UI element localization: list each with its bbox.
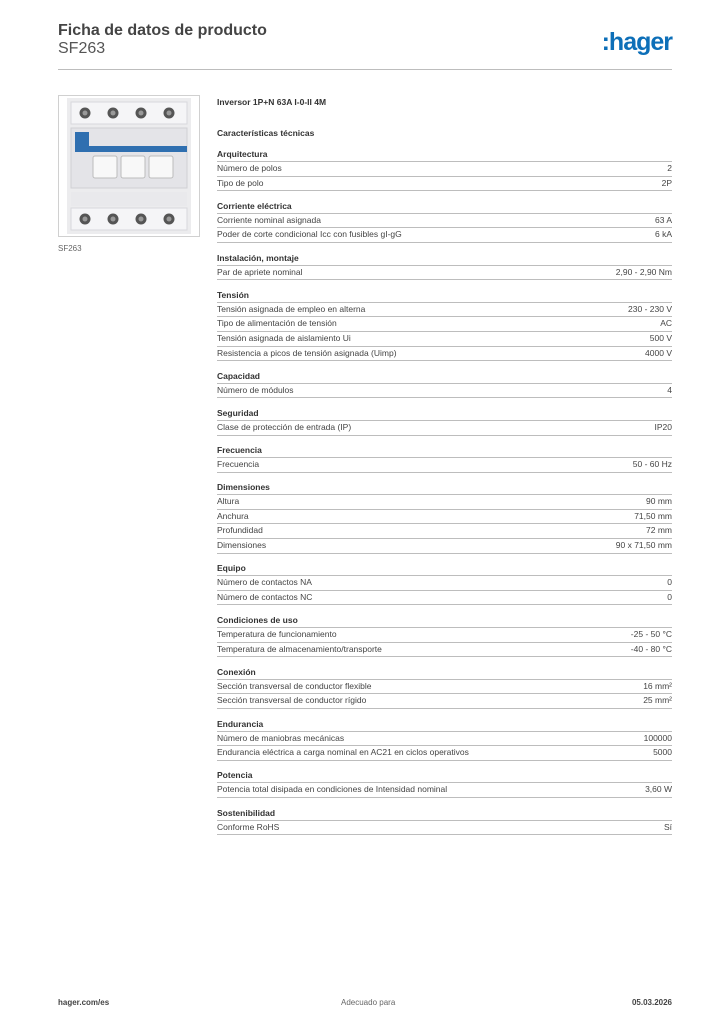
spec-label: Tipo de polo [217, 177, 264, 188]
section-title: Conexión [217, 666, 256, 677]
spec-value: Sí [663, 821, 672, 832]
spec-label: Endurancia eléctrica a carga nominal en AC21 en ciclos operativos [217, 747, 469, 758]
spec-row [217, 302, 672, 317]
spec-row [217, 590, 672, 605]
spec-label: Tipo de alimentación de tensión [217, 318, 337, 329]
spec-value: IP20 [654, 421, 672, 432]
section-rows [217, 420, 672, 436]
spec-row [217, 642, 672, 657]
spec-value: 6 kA [654, 229, 672, 240]
switch-device-illustration [59, 96, 199, 236]
section-rows [217, 302, 672, 361]
spec-label: Temperatura de funcionamiento [217, 629, 337, 640]
spec-section [217, 473, 672, 554]
product-image-caption: SF263 [58, 244, 82, 253]
section-title: Capacidad [217, 370, 260, 381]
spec-row [217, 227, 672, 242]
spec-value: 63 A [654, 214, 672, 225]
spec-label: Clase de protección de entrada (IP) [217, 421, 352, 432]
spec-section [217, 243, 672, 280]
spec-section [217, 605, 672, 657]
spec-row [217, 420, 672, 435]
spec-value: 2 [667, 163, 672, 173]
spec-label: Potencia total disipada en condiciones de Intensidad nominal [217, 784, 448, 795]
spec-section [217, 798, 672, 835]
footer-date: 05.03.2026 [631, 998, 672, 1007]
hager-logo: :hager [601, 28, 672, 56]
spec-row [217, 346, 672, 361]
spec-label: Temperatura de almacenamiento/transporte [217, 643, 382, 654]
spec-row [217, 679, 672, 694]
spec-section [217, 554, 672, 606]
spec-value: 5000 [653, 747, 672, 758]
spec-label: Par de apriete nominal [217, 266, 303, 277]
section-rows [217, 731, 672, 761]
section-title: Frecuencia [217, 445, 262, 456]
spec-label: Número de contactos NA [217, 577, 312, 588]
spec-section [217, 761, 672, 798]
page-header [58, 22, 672, 70]
section-rows [217, 161, 672, 191]
section-rows [217, 265, 672, 281]
spec-section [217, 709, 672, 761]
spec-section [217, 361, 672, 398]
spec-value: 500 V [649, 332, 672, 343]
spec-label: Sección transversal de conductor flexible [217, 680, 372, 691]
spec-value: 3,60 W [645, 784, 672, 795]
spec-row [217, 213, 672, 228]
spec-row [217, 575, 672, 590]
section-rows [217, 457, 672, 473]
spec-row [217, 494, 672, 509]
spec-row [217, 745, 672, 760]
spec-label: Número de polos [217, 163, 282, 173]
spec-row [217, 782, 672, 797]
spec-value: 16 mm² [643, 680, 672, 691]
spec-label: Conforme RoHS [217, 821, 280, 832]
spec-label: Dimensiones [217, 540, 267, 551]
spec-row [217, 161, 672, 176]
spec-value: 0 [667, 591, 672, 602]
spec-label: Altura [217, 496, 240, 507]
spec-row [217, 627, 672, 642]
spec-value: 72 mm [646, 525, 672, 536]
spec-value: -40 - 80 °C [630, 643, 672, 654]
spec-row [217, 731, 672, 746]
spec-label: Poder de corte condicional Icc con fusibles gI-gG [217, 229, 402, 240]
spec-label: Tensión asignada de aislamiento Ui [217, 332, 351, 343]
spec-row [217, 538, 672, 553]
section-title: Sostenibilidad [217, 807, 276, 818]
spec-section [217, 398, 672, 435]
spec-section [217, 436, 672, 473]
section-title: Corriente eléctrica [217, 200, 292, 211]
section-title: Seguridad [217, 407, 259, 418]
spec-value: 4 [667, 384, 672, 395]
section-rows [217, 820, 672, 836]
spec-row [217, 383, 672, 398]
spec-label: Profundidad [217, 525, 263, 536]
spec-value: 71,50 mm [634, 510, 672, 521]
section-title: Equipo [217, 563, 246, 574]
spec-row [217, 316, 672, 331]
spec-section [217, 657, 672, 709]
spec-row [217, 509, 672, 524]
spec-value: 25 mm² [643, 695, 672, 706]
section-title: Dimensiones [217, 482, 270, 493]
document-subtitle: SF263 [58, 40, 106, 57]
spec-row [217, 523, 672, 538]
section-title: Potencia [217, 770, 253, 781]
spec-section [217, 191, 672, 243]
spec-section [217, 280, 672, 361]
document-title: Ficha de datos de producto [58, 22, 267, 39]
spec-value: 2P [661, 177, 672, 188]
spec-label: Resistencia a picos de tensión asignada (Uimp) [217, 347, 397, 358]
footer-website: hager.com/es [58, 998, 110, 1007]
section-rows [217, 213, 672, 243]
spec-label: Anchura [217, 510, 249, 521]
section-rows [217, 575, 672, 605]
spec-label: Número de módulos [217, 384, 294, 395]
spec-label: Número de maniobras mecánicas [217, 732, 345, 743]
spec-label: Tensión asignada de empleo en alterna [217, 303, 366, 314]
spec-value: 230 - 230 V [628, 303, 672, 314]
spec-value: 50 - 60 Hz [632, 459, 672, 470]
spec-row [217, 265, 672, 280]
spec-sections [217, 140, 672, 835]
section-rows [217, 627, 672, 657]
spec-value: 0 [667, 577, 672, 588]
spec-value: 4000 V [645, 347, 672, 358]
section-rows [217, 782, 672, 798]
spec-value: 2,90 - 2,90 Nm [615, 266, 672, 277]
section-rows [217, 494, 672, 553]
section-title: Endurancia [217, 718, 264, 729]
footer-note: Adecuado para [341, 998, 396, 1007]
technical-characteristics-title: Características técnicas [217, 128, 315, 138]
product-specs [217, 95, 672, 835]
spec-row [217, 693, 672, 708]
section-title: Tensión [217, 289, 249, 300]
product-description: Inversor 1P+N 63A I-0-II 4M [217, 97, 327, 107]
section-title: Arquitectura [217, 149, 268, 159]
spec-value: 90 x 71,50 mm [615, 540, 672, 551]
section-rows [217, 383, 672, 399]
spec-row [217, 457, 672, 472]
spec-value: 90 mm [646, 496, 672, 507]
product-image [58, 95, 200, 237]
spec-value: -25 - 50 °C [630, 629, 672, 640]
section-rows [217, 679, 672, 709]
spec-label: Número de contactos NC [217, 591, 313, 602]
spec-label: Sección transversal de conductor rígido [217, 695, 367, 706]
spec-row [217, 820, 672, 835]
section-title: Condiciones de uso [217, 615, 298, 626]
spec-row [217, 331, 672, 346]
spec-label: Frecuencia [217, 459, 260, 470]
spec-label: Corriente nominal asignada [217, 214, 321, 225]
spec-section [217, 140, 672, 191]
spec-value: 100000 [643, 732, 672, 743]
section-title: Instalación, montaje [217, 252, 299, 263]
spec-value: AC [660, 318, 672, 329]
spec-row [217, 176, 672, 191]
